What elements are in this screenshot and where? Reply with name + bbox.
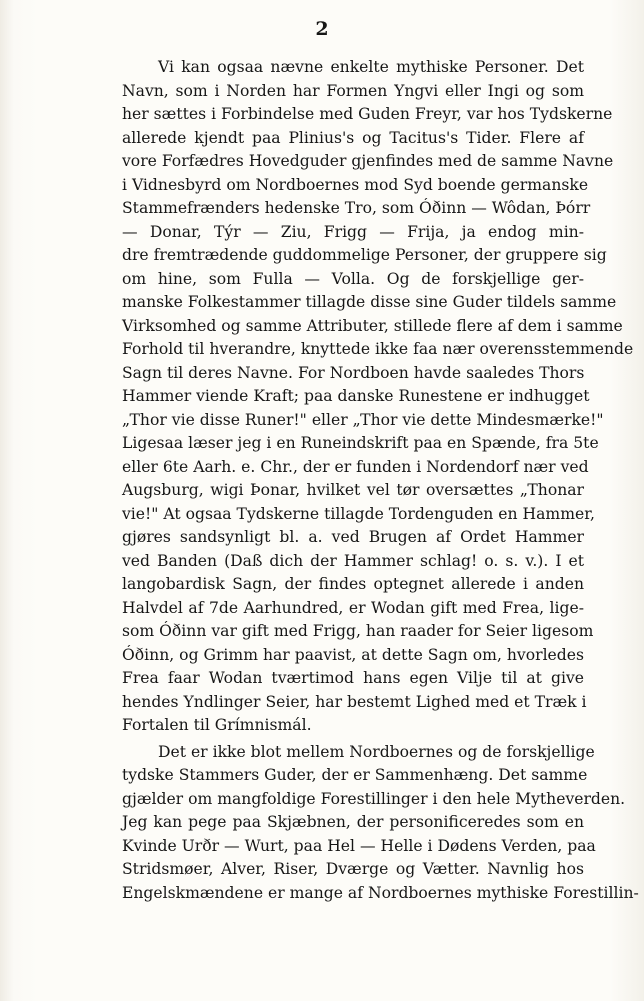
text-line: vie!" At ogsaa Tydskerne tillagde Tordenguden en Hammer,: [122, 504, 595, 523]
paragraph-2: [122, 741, 639, 906]
text-line: Virksomhed og samme Attributer, stillede flere af dem i samme: [122, 316, 623, 335]
text-line: dre fremtrædende guddommelige Personer, der gruppere sig: [122, 246, 607, 264]
text-line: i Vidnesbyrd om Nordboernes mod Syd boende germanske: [122, 175, 589, 194]
text-line: ved Banden (Daß dich der Hammer schlag! o. s. v.). I et: [122, 551, 584, 570]
page-number: 2: [315, 18, 329, 40]
text-line: vore Forfædres Hovedguder gjenfindes med de samme Navne: [122, 152, 614, 170]
text-line: — Donar, Týr — Ziu, Frigg — Frija, ja endog min-: [122, 222, 584, 241]
body-text: [122, 56, 639, 905]
text-line: Óðinn, og Grimm har paavist, at dette Sagn om, hvorledes: [122, 645, 584, 664]
text-line: hendes Yndlinger Seier, har bestemt Lighed med et Træk i: [122, 692, 587, 711]
text-line: Kvinde Urðr — Wurt, paa Hel — Helle i Dødens Verden, paa: [122, 836, 596, 855]
text-line: som Óðinn var gift med Frigg, han raader for Seier ligesom: [122, 622, 594, 640]
text-line: langobardisk Sagn, der findes optegnet allerede i anden: [122, 575, 584, 593]
text-line: Stammefrænders hedenske Tro, som Óðinn — Wôdan, Þórr: [122, 199, 591, 217]
text-line: gjøres sandsynligt bl. a. ved Brugen af Ordet Hammer: [122, 528, 584, 546]
text-line: Augsburg, wigi Þonar, hvilket vel tør oversættes „Thonar: [122, 481, 584, 499]
text-line: „Thor vie disse Runer!" eller „Thor vie dette Mindesmærke!": [122, 410, 604, 429]
text-line: Fortalen til Grímnismál.: [122, 716, 312, 734]
text-line: Forhold til hverandre, knyttede ikke faa nær overensstemmende: [122, 340, 634, 358]
text-line: Halvdel af 7de Aarhundred, er Wodan gift med Frea, lige-: [122, 598, 584, 617]
paragraph-1: [122, 56, 634, 738]
text-line: allerede kjendt paa Plinius's og Tacitus's Tider. Flere af: [122, 128, 584, 147]
text-line: manske Folkestammer tillagde disse sine Guder tildels samme: [122, 293, 617, 311]
text-line: Jeg kan pege paa Skjæbnen, der personificeredes som en: [122, 813, 584, 831]
text-line: gjælder om mangfoldige Forestillinger i den hele Mytheverden.: [122, 789, 626, 808]
text-line: Ligesaa læser jeg i en Runeindskrift paa en Spænde, fra 5te: [122, 434, 599, 452]
text-line: Navn, som i Norden har Formen Yngvi eller Ingi og som: [122, 81, 584, 100]
text-line: Stridsmøer, Alver, Riser, Dværge og Vætter. Navnlig hos: [122, 860, 584, 878]
text-line: Engelskmændene er mange af Nordboernes mythiske Forestillin-: [122, 883, 639, 902]
text-line: om hine, som Fulla — Volla. Og de forskjellige ger-: [122, 269, 584, 288]
text-line: Frea faar Wodan tværtimod hans egen Vilje til at give: [122, 669, 584, 687]
text-line: Sagn til deres Navne. For Nordboen havde saaledes Thors: [122, 363, 585, 382]
text-line: her sættes i Forbindelse med Guden Freyr, var hos Tydskerne: [122, 105, 613, 123]
text-line: eller 6te Aarh. e. Chr., der er funden i Nordendorf nær ved: [122, 457, 589, 476]
text-line: tydske Stammers Guder, der er Sammenhæng. Det samme: [122, 766, 588, 784]
text-line: Det er ikke blot mellem Nordboernes og de forskjellige: [158, 742, 595, 761]
text-line: Hammer viende Kraft; paa danske Runestene er indhugget: [122, 387, 590, 405]
text-line: Vi kan ogsaa nævne enkelte mythiske Personer. Det: [158, 58, 584, 76]
